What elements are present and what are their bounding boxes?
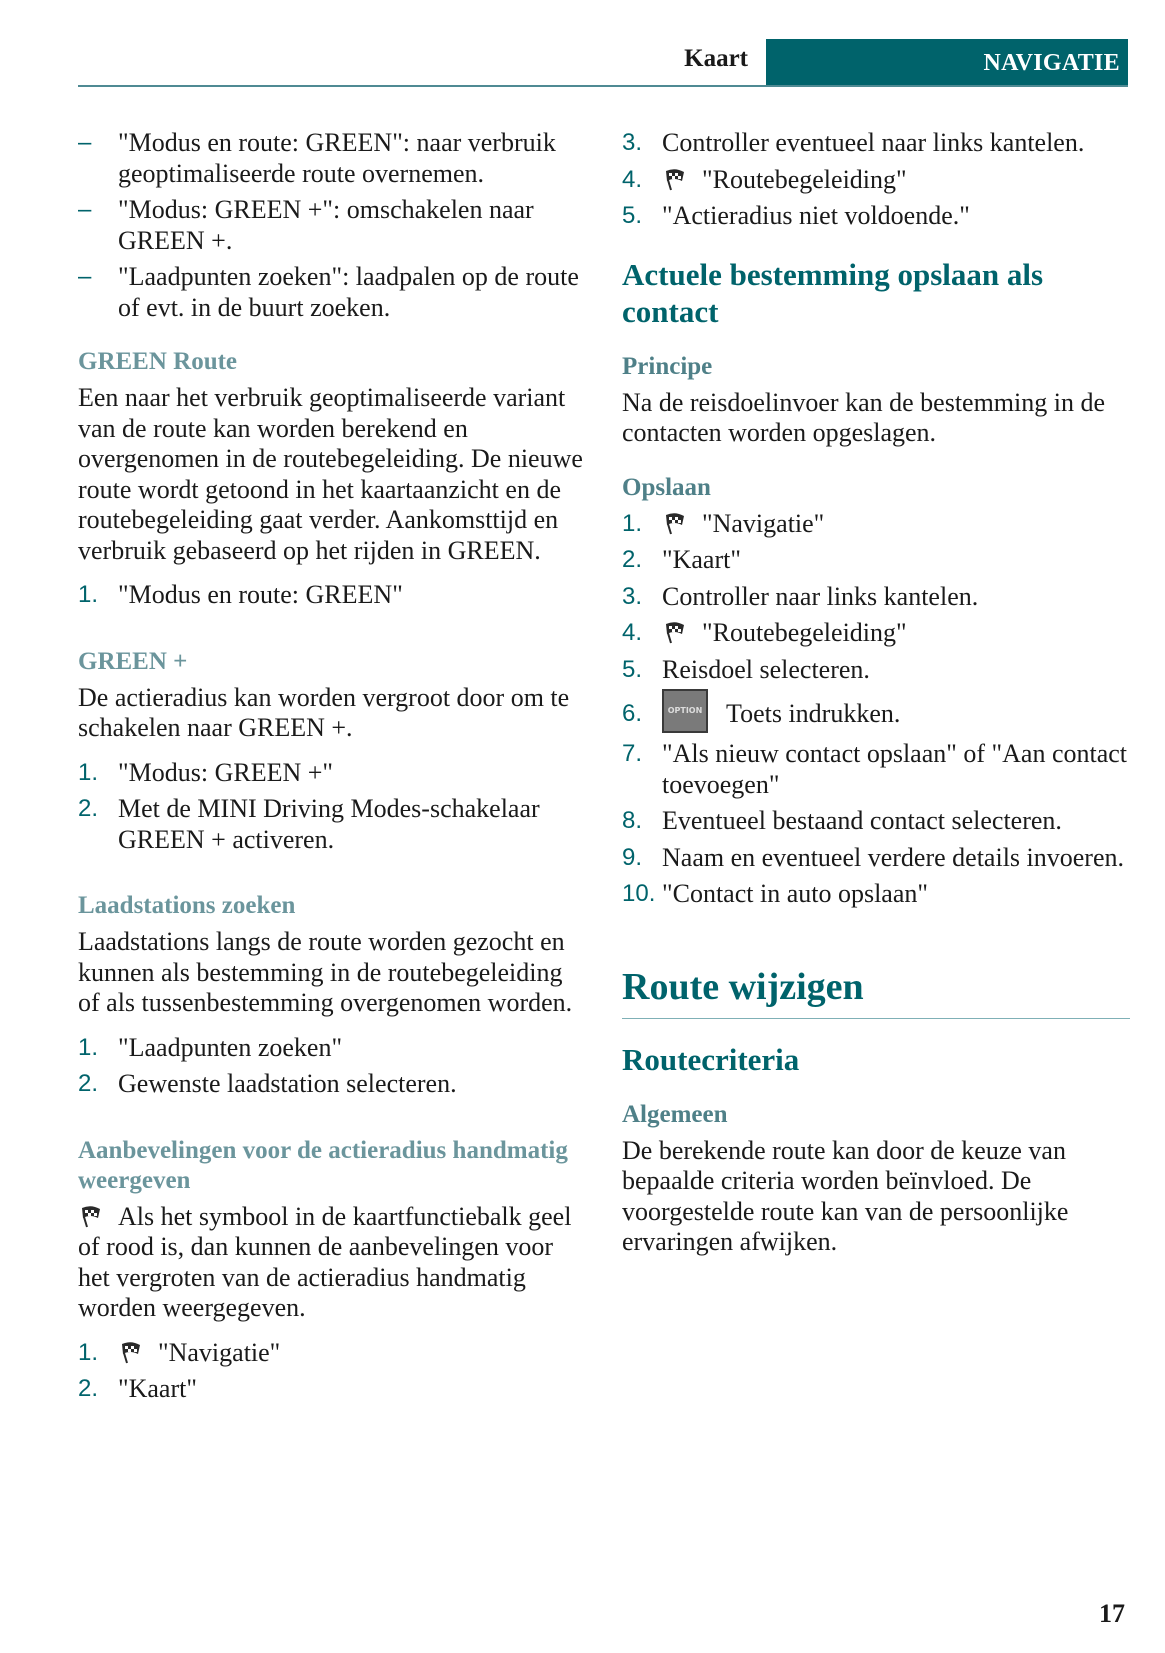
list-item: 5. "Actieradius niet voldoende." bbox=[622, 201, 970, 230]
dash-marker: – bbox=[78, 263, 92, 290]
intro-bullet-list bbox=[78, 128, 588, 323]
list-item: – "Modus en route: GREEN": naar verbruik geoptimaliseerde route overnemen. bbox=[78, 128, 556, 188]
green-route-heading: GREEN Route bbox=[78, 348, 238, 375]
laadstations-body: Laadstations langs de route worden gezocht en kunnen als bestemming in de routebegeleiding of als tussenbestemming overgenomen worden. bbox=[78, 927, 573, 1017]
continued-steps bbox=[622, 128, 1130, 232]
aanbevelingen-steps bbox=[78, 1338, 588, 1405]
opslaan-steps bbox=[622, 509, 1130, 910]
aanbevelingen-body: Als het symbool in de kaartfunctiebalk geel of rood is, dan kunnen de aanbevelingen voor het vergroten van de actieradius handmatig worden weergegeven. bbox=[78, 1201, 572, 1322]
list-item: 1. "Navigatie" bbox=[622, 508, 825, 538]
list-item: – "Modus: GREEN +": omschakelen naar GREEN +. bbox=[78, 195, 534, 255]
green-plus-body: De actieradius kan worden vergroot door om te schakelen naar GREEN +. bbox=[78, 682, 570, 742]
list-item: 2. Met de MINI Driving Modes-schakelaar GREEN + activeren. bbox=[78, 794, 540, 854]
green-route-body: Een naar het verbruik geoptimaliseerde variant van de route kan worden berekend en overgenomen in de routebegeleiding. De nieuwe route wordt getoond in het kaartaanzicht en de routebegeleiding gaat verder. Aankomsttijd en verbruik gebaseerd op het rijden in GREEN. bbox=[78, 383, 583, 565]
nav-flag-icon bbox=[662, 619, 688, 645]
laadstations-heading: Laadstations zoeken bbox=[78, 892, 296, 919]
list-item: 4. "Routebegeleiding" bbox=[622, 618, 907, 647]
right-column bbox=[622, 128, 1130, 1272]
save-contact-heading: Actuele bestemming opslaan als contact bbox=[622, 256, 1044, 329]
list-item: 3. Controller eventueel naar links kantelen. bbox=[622, 128, 1085, 157]
algemeen-body: De berekende route kan door de keuze van bepaalde criteria worden beïnvloed. De voorgestelde route kan van de persoonlijke ervaringen afwijken. bbox=[622, 1135, 1069, 1257]
dash-marker: – bbox=[78, 129, 92, 156]
list-item: 3. Controller naar links kantelen. bbox=[622, 581, 979, 611]
list-item: 1. "Modus en route: GREEN" bbox=[78, 580, 403, 609]
principe-body: Na de reisdoelinvoer kan de bestemming in de contacten worden opgeslagen. bbox=[622, 387, 1106, 447]
principe-heading: Principe bbox=[622, 352, 713, 380]
page-header bbox=[78, 39, 1128, 87]
list-item: 1. "Navigatie" bbox=[78, 1337, 281, 1367]
nav-flag-icon bbox=[118, 1339, 144, 1365]
dash-marker: – bbox=[78, 196, 92, 223]
nav-flag-icon bbox=[662, 510, 688, 536]
list-item: 10. "Contact in auto opslaan" bbox=[622, 879, 929, 909]
list-item: 1. "Laadpunten zoeken" bbox=[78, 1032, 343, 1062]
list-item: 4. "Routebegeleiding" bbox=[622, 164, 907, 194]
left-column bbox=[78, 128, 588, 1419]
list-item: 5. Reisdoel selecteren. bbox=[622, 654, 870, 684]
green-plus-heading: GREEN + bbox=[78, 647, 188, 675]
header-chapter-tab: NAVIGATIE bbox=[766, 39, 1128, 87]
opslaan-heading: Opslaan bbox=[622, 473, 711, 501]
nav-flag-icon bbox=[662, 166, 688, 192]
list-item: 8. Eventueel bestaand contact selecteren. bbox=[622, 806, 1062, 836]
nav-flag-icon bbox=[78, 1203, 104, 1229]
algemeen-heading: Algemeen bbox=[622, 1100, 728, 1128]
green-plus-steps bbox=[78, 758, 588, 856]
page-number: 17 bbox=[1099, 1599, 1125, 1628]
list-item: 2. Gewenste laadstation selecteren. bbox=[78, 1069, 457, 1098]
list-item: 6. OPTION Toets indrukken. bbox=[622, 699, 1130, 733]
list-item: 1. "Modus: GREEN +" bbox=[78, 757, 334, 787]
list-item: 7. "Als nieuw contact opslaan" of "Aan contact toevoegen" bbox=[622, 739, 1128, 799]
routecriteria-heading: Routecriteria bbox=[622, 1041, 800, 1077]
option-key-icon: OPTION bbox=[662, 689, 708, 733]
laadstations-steps bbox=[78, 1033, 588, 1100]
green-route-steps bbox=[78, 580, 588, 611]
list-item: 2. "Kaart" bbox=[622, 545, 741, 574]
route-wijzigen-heading: Route wijzigen bbox=[622, 964, 1130, 1019]
header-section-title: Kaart bbox=[684, 45, 748, 72]
list-item: 2. "Kaart" bbox=[78, 1374, 197, 1403]
aanbevelingen-heading: Aanbevelingen voor de actieradius handmatig weergeven bbox=[78, 1136, 568, 1194]
list-item: 9. Naam en eventueel verdere details invoeren. bbox=[622, 842, 1124, 872]
list-item: – "Laadpunten zoeken": laadpalen op de route of evt. in de buurt zoeken. bbox=[78, 262, 579, 322]
header-rule bbox=[78, 85, 1128, 87]
